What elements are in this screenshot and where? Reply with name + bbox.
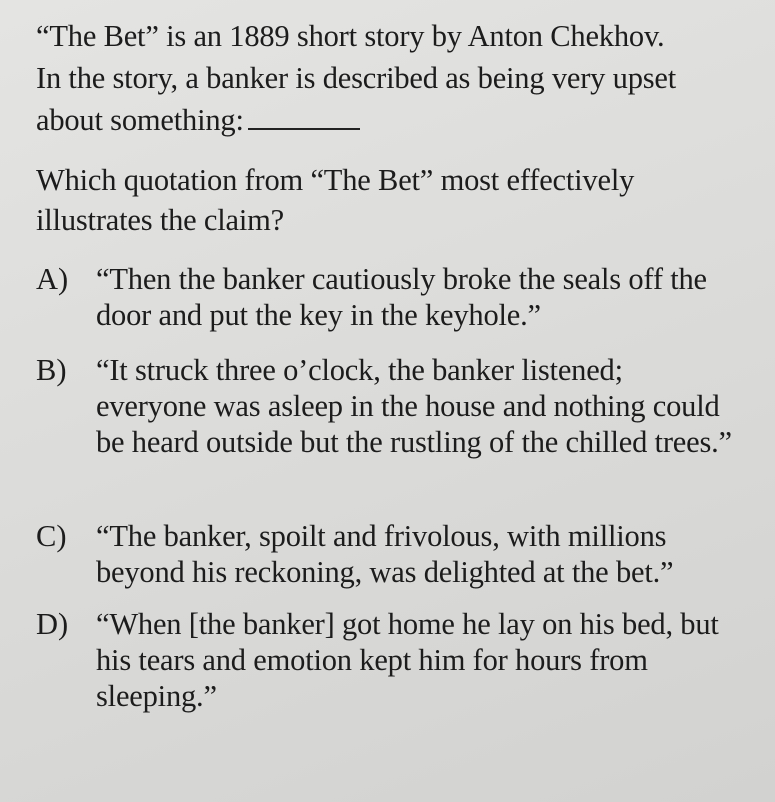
intro-line-2: In the story, a banker is described as being very upset	[36, 61, 677, 95]
option-b-letter: B)	[36, 353, 67, 387]
question-line-2: illustrates the claim?	[36, 203, 284, 237]
option-a-letter: A)	[36, 262, 69, 296]
question-line-1: Which quotation from “The Bet” most effectively	[36, 163, 635, 197]
intro-line-3	[36, 102, 360, 138]
intro-line-1: “The Bet” is an 1889 short story by Anton Chekhov.	[36, 19, 665, 53]
option-b-text: “It struck three o’clock, the banker listened; everyone was asleep in the house and nothing could be heard outside but the rustling of the chilled trees.”	[96, 353, 732, 459]
option-a-text: “Then the banker cautiously broke the seals off the door and put the key in the keyhole.”	[96, 262, 707, 332]
option-d-text: “When [the banker] got home he lay on his bed, but his tears and emotion kept him for hours from sleeping.”	[96, 607, 719, 713]
option-c-letter: C)	[36, 519, 67, 553]
claim-prefix: about something:	[36, 103, 244, 137]
option-c-text: “The banker, spoilt and frivolous, with millions beyond his reckoning, was delighted at the bet.”	[96, 519, 674, 589]
claim-blank	[248, 104, 360, 130]
option-d-letter: D)	[36, 607, 69, 641]
